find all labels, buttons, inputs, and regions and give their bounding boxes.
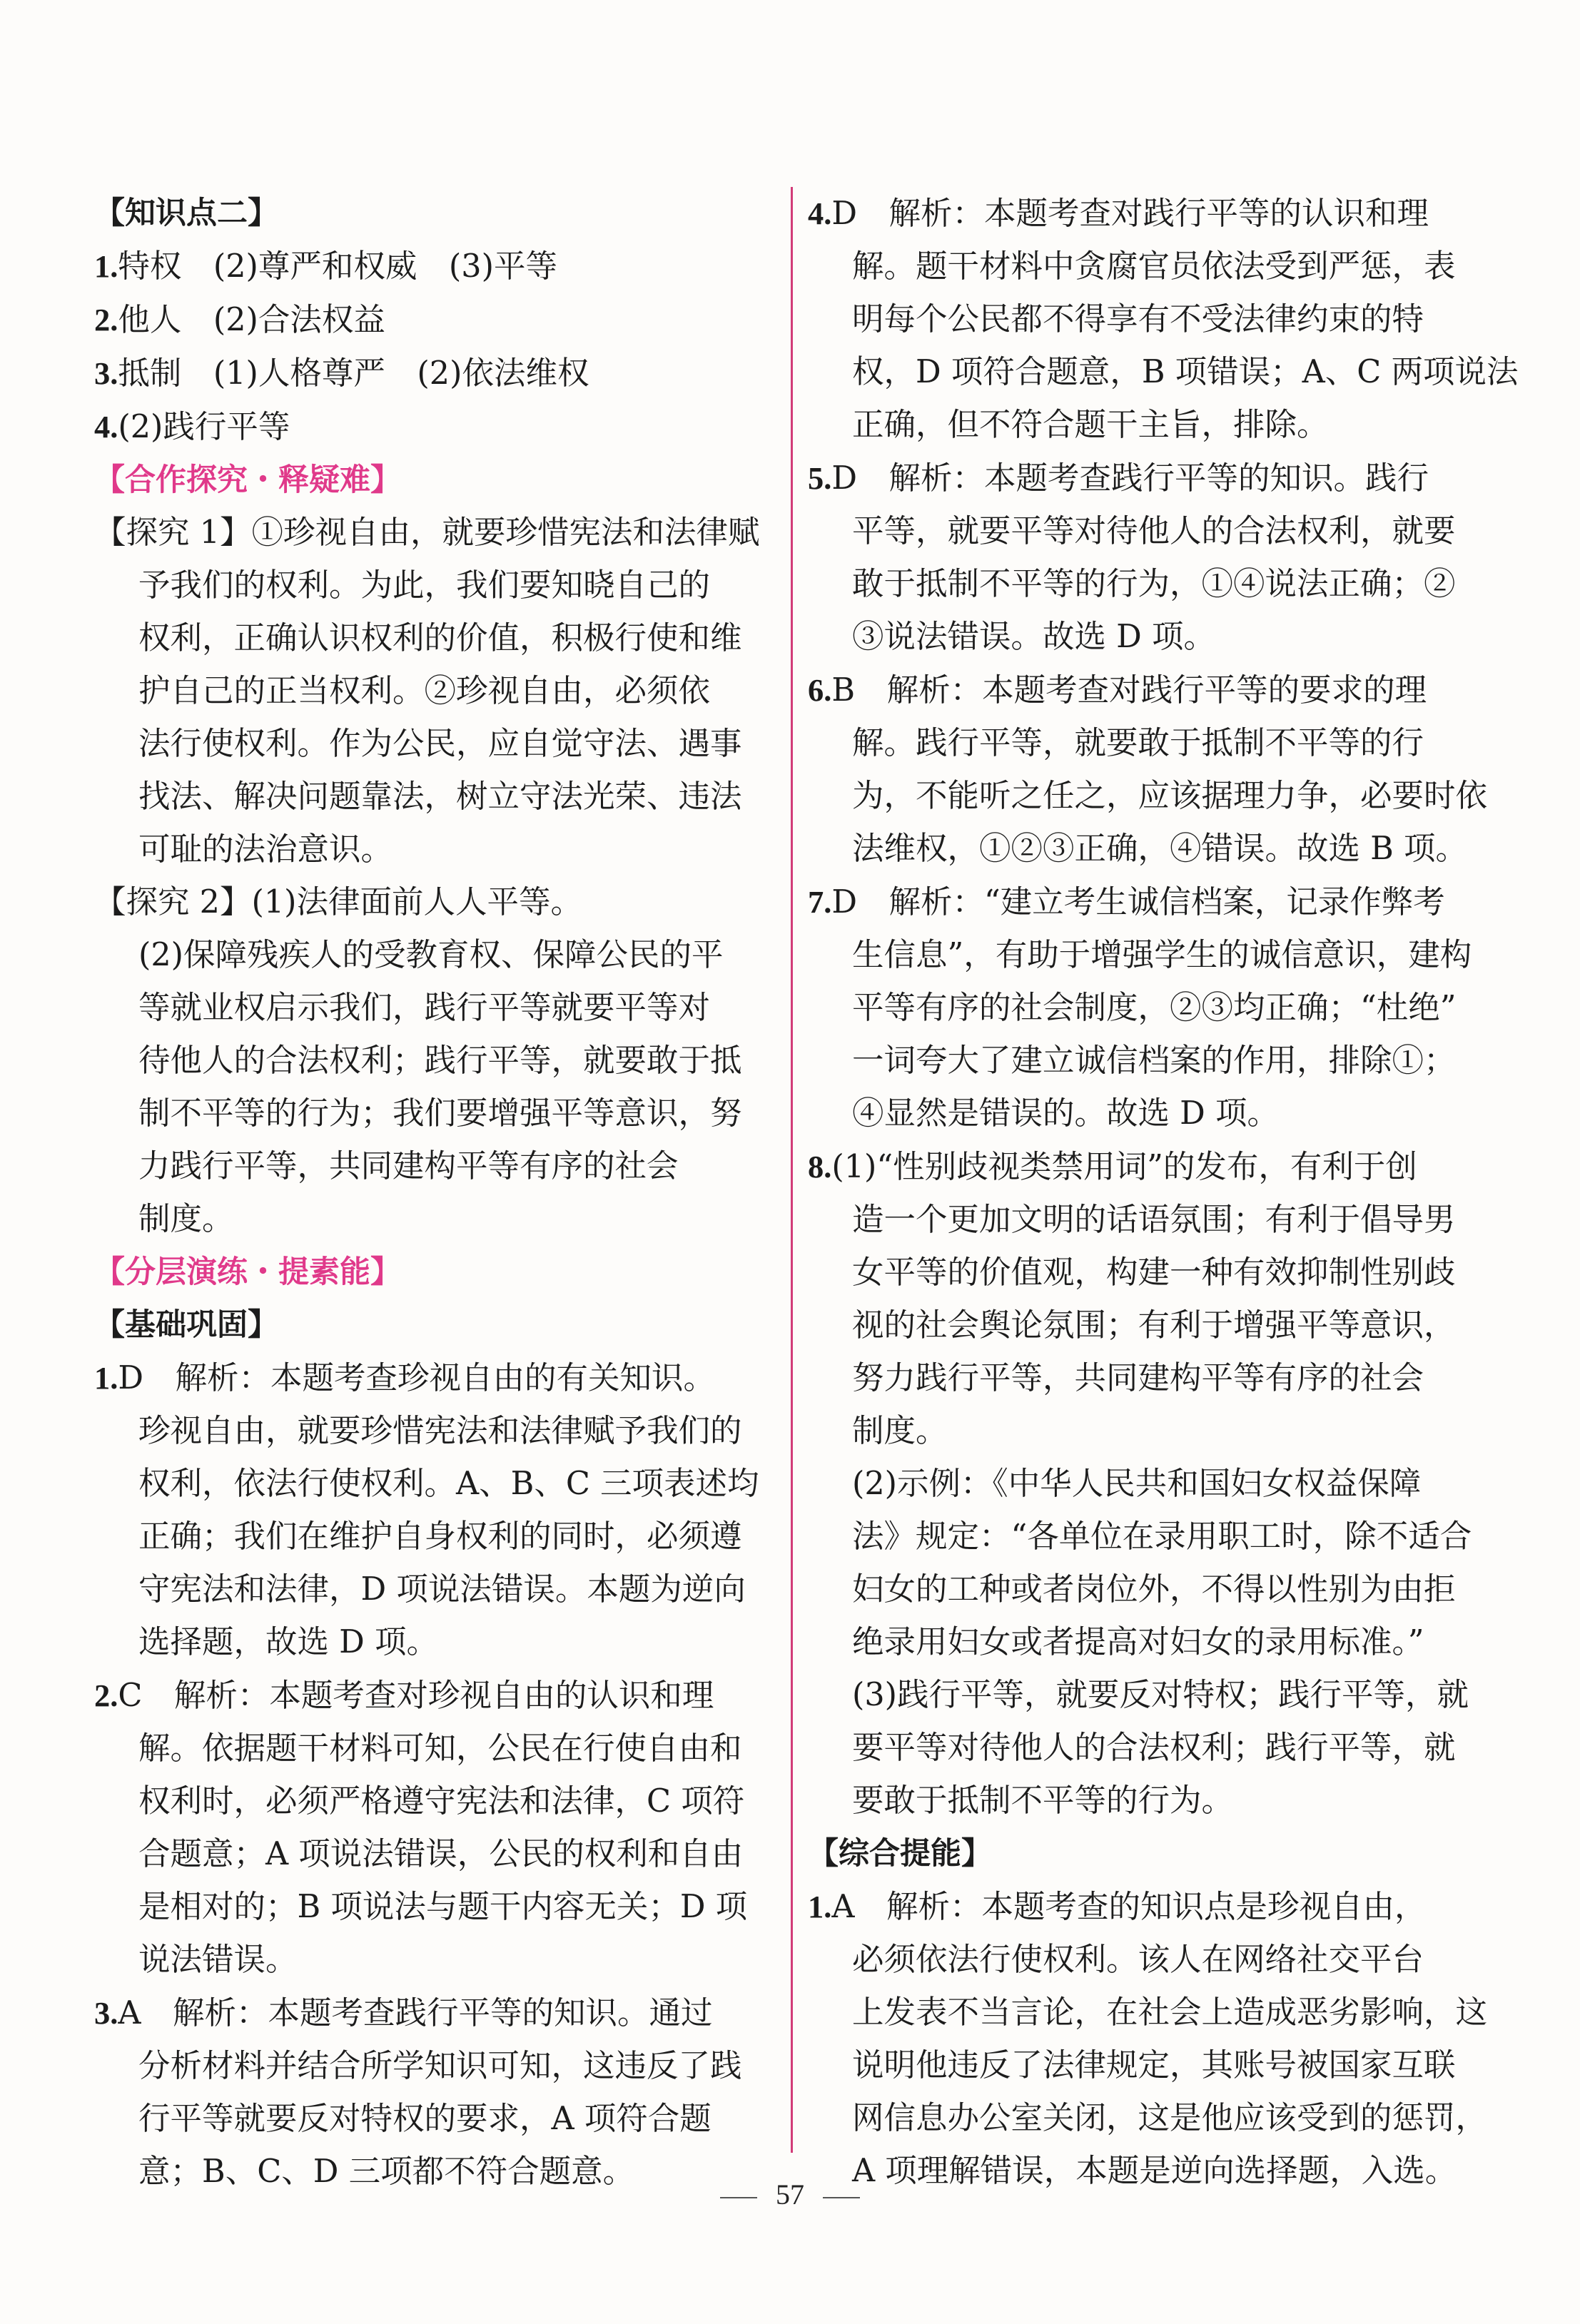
right-column — [808, 187, 1519, 2198]
text-line — [808, 1563, 1464, 1616]
item-number: 1. — [94, 1360, 118, 1396]
text-line — [808, 1669, 1469, 1722]
line-text: B 解析：本题考查对践行平等的要求的理 — [831, 672, 1427, 709]
line-text: 分析材料并结合所学知识可知，这违反了践 — [138, 2048, 742, 2084]
text-line — [808, 240, 1464, 293]
item-number: 7. — [808, 884, 832, 920]
line-text: 行平等就要反对特权的要求，A 项符合题 — [138, 2101, 711, 2137]
left-column — [94, 187, 760, 2198]
answer-line — [808, 452, 1464, 505]
line-text: 法行使权利。作为公民，应自觉守法、遇事 — [138, 726, 742, 762]
text-line — [94, 982, 751, 1035]
line-text: 生信息”，有助于增强学生的诚信意识，建构 — [852, 937, 1472, 973]
line-text: A 项理解错误，本题是逆向选择题，入选。 — [852, 2153, 1457, 2189]
line-text: 等就业权启示我们，践行平等就要平等对 — [138, 990, 711, 1026]
line-text: 平等，就要平等对待他人的合法权利，就要 — [852, 513, 1456, 549]
section-banner — [94, 1246, 751, 1299]
text-line — [808, 717, 1464, 770]
line-text: 选择题，故选 D 项。 — [138, 1624, 438, 1660]
column-divider — [791, 187, 793, 2153]
text-line — [808, 1616, 1464, 1669]
text-line — [808, 2092, 1488, 2145]
text-line — [808, 823, 1467, 876]
answer-line — [94, 240, 751, 293]
line-text: 可耻的法治意识。 — [138, 831, 393, 868]
line-text: 珍视自由，就要珍惜宪法和法律赋予我们的 — [138, 1413, 742, 1449]
line-text: 是相对的；B 项说法与题干内容无关；D 项 — [138, 1889, 748, 1925]
text-line — [808, 1511, 1472, 1563]
line-text: 制度。 — [138, 1201, 234, 1237]
text-line — [808, 1934, 1464, 1986]
line-text: 抵制 (1)人格尊严 (2)依法维权 — [118, 355, 589, 392]
line-text: 【知识点二】 — [94, 196, 278, 231]
line-text: 说法错误。 — [138, 1942, 298, 1978]
line-text: 权利，依法行使权利。A、B、C 三项表述均 — [138, 1466, 759, 1502]
line-text: 守宪法和法律，D 项说法错误。本题为逆向 — [138, 1571, 746, 1608]
line-text: A 解析：本题考查的知识点是珍视自由， — [831, 1889, 1427, 1925]
item-number: 5. — [808, 460, 832, 496]
section-banner — [94, 454, 751, 507]
answer-line — [808, 1880, 1464, 1934]
line-text: 待他人的合法权利；践行平等，就要敢于抵 — [138, 1042, 742, 1079]
text-line — [94, 1405, 751, 1458]
page-footer — [0, 2178, 1580, 2211]
text-line — [94, 1458, 759, 1511]
line-text: 平等有序的社会制度，②③均正确；“杜绝” — [852, 990, 1457, 1026]
text-line — [94, 1881, 751, 1934]
line-text: 女平等的价值观，构建一种有效抑制性别歧 — [852, 1254, 1456, 1291]
text-line — [94, 612, 751, 665]
text-line — [808, 1986, 1488, 2039]
line-text: 要平等对待他人的合法权利；践行平等，就 — [852, 1730, 1456, 1766]
text-line — [808, 1352, 1464, 1405]
answer-line — [808, 664, 1464, 717]
answer-line — [94, 1351, 751, 1405]
answer-line — [94, 347, 751, 400]
item-number: 8. — [808, 1149, 832, 1184]
line-text: 解。题干材料中贪腐官员依法受到严惩，表 — [852, 248, 1456, 285]
text-line — [94, 1934, 751, 1986]
text-line — [808, 611, 1464, 664]
line-text: 正确；我们在维护自身权利的同时，必须遵 — [138, 1518, 742, 1555]
text-line — [808, 1035, 1464, 1087]
line-text: 权，D 项符合题意，B 项错误；A、C 两项说法 — [852, 354, 1519, 390]
answer-line — [94, 876, 751, 929]
text-line — [94, 1193, 751, 1246]
text-line — [808, 1775, 1464, 1827]
text-line — [94, 771, 751, 823]
item-number: 1. — [94, 248, 118, 284]
line-text: 视的社会舆论氛围；有利于增强平等意识， — [852, 1307, 1456, 1344]
line-text: C 解析：本题考查对珍视自由的认识和理 — [118, 1678, 714, 1714]
text-line — [94, 1140, 751, 1193]
text-line — [94, 2040, 751, 2093]
text-line — [94, 559, 751, 612]
answer-line — [94, 1986, 751, 2040]
text-line — [808, 293, 1464, 346]
line-text: 制不平等的行为；我们要增强平等意识，努 — [138, 1095, 742, 1132]
line-text: 【分层演练・提素能】 — [94, 1254, 401, 1290]
page-number: 57 — [776, 2178, 804, 2211]
line-text: 敢于抵制不平等的行为，①④说法正确；② — [852, 566, 1456, 602]
line-text: 力践行平等，共同建构平等有序的社会 — [138, 1148, 679, 1184]
line-text: 权利时，必须严格遵守宪法和法律，C 项符 — [138, 1783, 745, 1820]
line-text: 【基础巩固】 — [94, 1307, 278, 1343]
text-line — [808, 1087, 1464, 1140]
text-line — [808, 770, 1488, 823]
section-heading — [808, 1827, 1464, 1880]
answer-line — [94, 400, 751, 454]
line-text: 他人 (2)合法权益 — [118, 302, 385, 338]
line-text: 【综合提能】 — [808, 1836, 992, 1872]
line-text: D 解析：本题考查对践行平等的认识和理 — [831, 196, 1429, 232]
footer-dash-left — [720, 2197, 757, 2198]
text-line — [808, 1247, 1464, 1299]
text-line — [94, 1616, 751, 1669]
text-line — [94, 665, 751, 718]
line-text: 找法、解决问题靠法，树立守法光荣、违法 — [138, 778, 742, 815]
line-text: ③说法错误。故选 D 项。 — [852, 619, 1215, 655]
answer-line — [94, 507, 760, 559]
line-text: 为，不能听之任之，应该据理力争，必要时依 — [852, 778, 1488, 814]
line-text: (1)“性别歧视类禁用词”的发布，有利于创 — [831, 1149, 1417, 1185]
text-line — [808, 1299, 1464, 1352]
line-text: 解。依据题干材料可知，公民在行使自由和 — [138, 1730, 742, 1767]
line-text: (2)践行平等 — [118, 409, 290, 445]
line-text: D 解析：“建立考生诚信档案，记录作弊考 — [831, 884, 1445, 920]
text-line — [808, 558, 1464, 611]
line-text: 解。践行平等，就要敢于抵制不平等的行 — [852, 725, 1424, 761]
line-text: 一词夸大了建立诚信档案的作用，排除①； — [852, 1042, 1456, 1079]
answer-line — [94, 293, 751, 347]
line-text: 制度。 — [852, 1413, 948, 1449]
footer-dash-right — [823, 2197, 860, 2198]
line-text: 绝录用妇女或者提高对妇女的录用标准。” — [852, 1624, 1424, 1660]
text-line — [808, 399, 1464, 452]
answer-line — [94, 1669, 751, 1722]
line-text: (2)示例：《中华人民共和国妇女权益保障 — [852, 1466, 1422, 1502]
line-text: 法》规定：“各单位在录用职工时，除不适合 — [852, 1518, 1472, 1555]
line-text: 权利，正确认识权利的价值，积极行使和维 — [138, 620, 742, 656]
item-number: 6. — [808, 672, 832, 708]
answer-line — [808, 187, 1464, 240]
line-text: 护自己的正当权利。②珍视自由，必须依 — [138, 673, 711, 709]
section-heading — [94, 187, 751, 240]
line-text: 上发表不当言论，在社会上造成恶劣影响，这 — [852, 1994, 1488, 2031]
line-text: 必须依法行使权利。该人在网络社交平台 — [852, 1942, 1424, 1978]
answer-line — [808, 876, 1464, 929]
item-number: 4. — [808, 196, 832, 231]
line-text: 意；B、C、D 三项都不符合题意。 — [138, 2153, 635, 2190]
line-text: 网信息办公室关闭，这是他应该受到的惩罚， — [852, 2100, 1488, 2136]
line-text: 努力践行平等，共同建构平等有序的社会 — [852, 1360, 1424, 1396]
item-number: 3. — [94, 355, 118, 391]
text-line — [808, 346, 1519, 399]
text-line — [808, 1405, 1464, 1458]
line-text: (2)保障残疾人的受教育权、保障公民的平 — [138, 937, 724, 973]
item-number: 1. — [808, 1889, 832, 1924]
line-text: (3)践行平等，就要反对特权；践行平等，就 — [852, 1677, 1469, 1713]
text-line — [94, 1511, 751, 1563]
line-text: D 解析：本题考查珍视自由的有关知识。 — [118, 1360, 716, 1396]
line-text: 说明他违反了法律规定，其账号被国家互联 — [852, 2047, 1456, 2084]
line-text: 合题意；A 项说法错误，公民的权利和自由 — [138, 1836, 744, 1872]
text-line — [808, 2039, 1464, 2092]
line-text: D 解析：本题考查践行平等的知识。践行 — [831, 460, 1429, 497]
line-text: 特权 (2)尊严和权威 (3)平等 — [118, 248, 557, 285]
line-text: 法维权，①②③正确，④错误。故选 B 项。 — [852, 831, 1467, 867]
line-text: 妇女的工种或者岗位外，不得以性别为由拒 — [852, 1571, 1456, 1608]
text-line — [94, 1035, 751, 1087]
line-text: A 解析：本题考查践行平等的知识。通过 — [118, 1995, 713, 2031]
text-line — [808, 982, 1464, 1035]
text-line — [808, 1722, 1464, 1775]
line-text: 【合作探究・释疑难】 — [94, 462, 401, 498]
text-line — [808, 1194, 1464, 1247]
line-text: 要敢于抵制不平等的行为。 — [852, 1782, 1234, 1819]
text-line — [94, 823, 751, 876]
text-line — [94, 2093, 751, 2146]
text-line — [94, 1775, 751, 1828]
line-text: 【探究 2】(1)法律面前人人平等。 — [94, 884, 582, 920]
line-text: 【探究 1】①珍视自由，就要珍惜宪法和法律赋 — [94, 514, 760, 551]
text-line — [94, 1087, 751, 1140]
line-text: 正确，但不符合题干主旨，排除。 — [852, 407, 1329, 443]
text-line — [94, 1828, 751, 1881]
text-line — [808, 1458, 1464, 1511]
answer-line — [808, 1140, 1464, 1194]
text-line — [94, 929, 751, 982]
item-number: 2. — [94, 1678, 118, 1713]
text-line — [808, 505, 1464, 558]
text-line — [94, 718, 751, 771]
item-number: 3. — [94, 1995, 118, 2031]
section-heading — [94, 1299, 751, 1351]
text-line — [94, 1563, 751, 1616]
line-text: 造一个更加文明的话语氛围；有利于倡导男 — [852, 1202, 1456, 1238]
item-number: 4. — [94, 409, 118, 445]
line-text: 予我们的权利。为此，我们要知晓自己的 — [138, 567, 711, 604]
text-line — [808, 929, 1472, 982]
line-text: 明每个公民都不得享有不受法律约束的特 — [852, 301, 1424, 338]
text-line — [94, 1722, 751, 1775]
line-text: ④显然是错误的。故选 D 项。 — [852, 1095, 1279, 1132]
item-number: 2. — [94, 302, 118, 338]
